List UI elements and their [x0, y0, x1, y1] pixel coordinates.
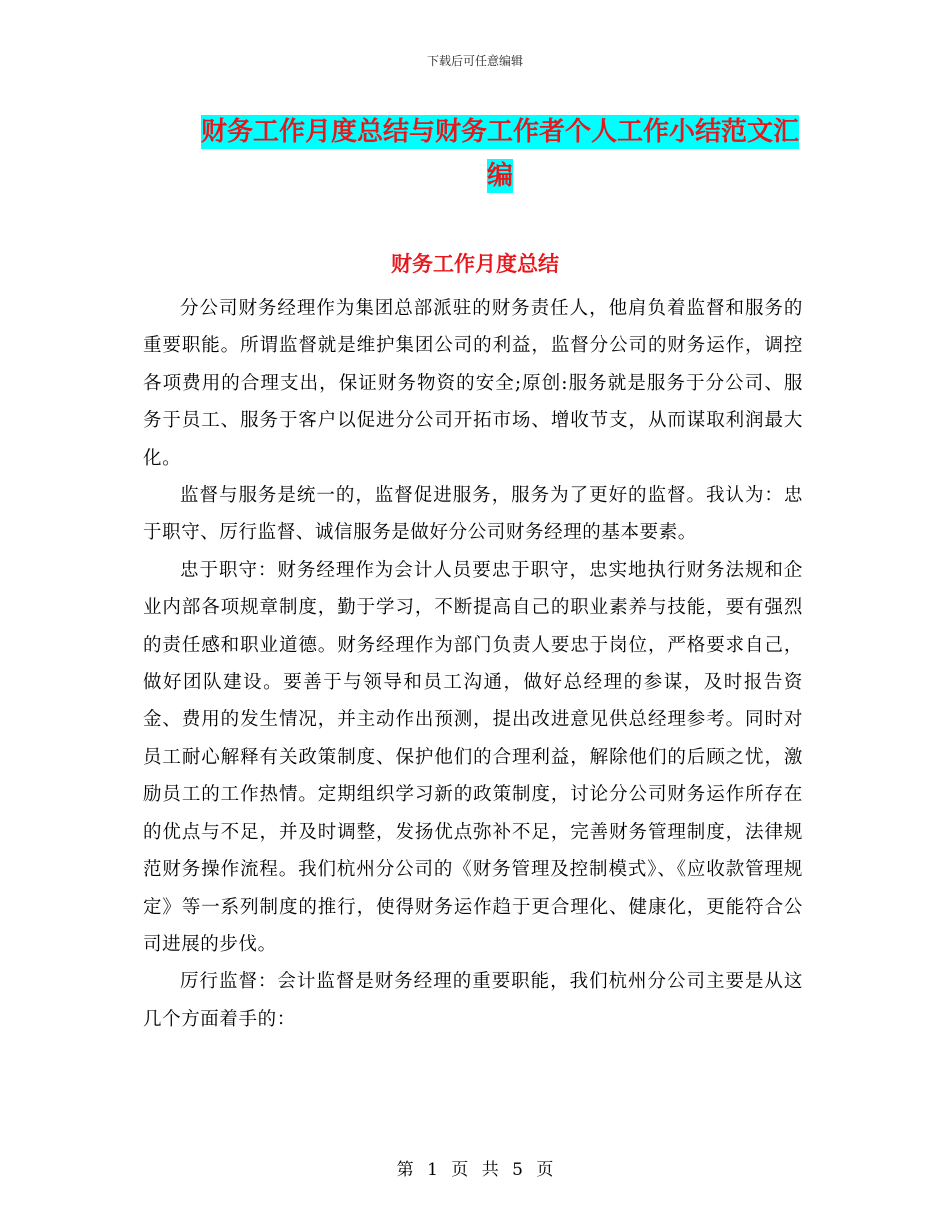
page-total: 5: [512, 1160, 523, 1180]
page-footer: [0, 1155, 950, 1180]
page-label-suffix: 页: [536, 1160, 554, 1180]
page-label-mid: 页: [451, 1160, 469, 1180]
document-title: [195, 110, 805, 198]
document-title-text: 财务工作月度总结与财务工作者个人工作小结范文汇编: [200, 117, 799, 191]
header-note: 下载后可任意编辑: [426, 54, 523, 68]
page-label-prefix: 第: [396, 1160, 414, 1180]
paragraph: 厉行监督：会计监督是财务经理的重要职能，我们杭州分公司主要是从这几个方面着手的：: [143, 971, 803, 1030]
section-title: 财务工作月度总结: [391, 252, 559, 276]
document-body: [143, 290, 803, 1038]
paragraph: 监督与服务是统一的，监督促进服务，服务为了更好的监督。我认为：忠于职守、厉行监督、诚信服务是做好分公司财务经理的基本要素。: [143, 485, 803, 544]
paragraph: 忠于职守：财务经理作为会计人员要忠于职守，忠实地执行财务法规和企业内部各项规章制度，勤于学习，不断提高自己的职业素养与技能，要有强烈的责任感和职业道德。财务经理作为部门负责人要忠于岗位，严格要求自己，做好团队建设。要善于与领导和员工沟通，做好总经理的参谋，及时报告资金、费用的发生情况，并主动作出预测，提出改进意见供总经理参考。同时对员工耐心解释有关政策制度、保护他们的合理利益，解除他们的后顾之忧，激励员工的工作热情。定期组织学习新的政策制度，讨论分公司财务运作所存在的优点与不足，并及时调整，发扬优点弥补不足，完善财务管理制度，法律规范财务操作流程。我们杭州分公司的《财务管理及控制模式》、《应收款管理规定》等一系列制度的推行，使得财务运作趋于更合理化、健康化，更能符合公司进展的步伐。: [143, 559, 803, 955]
paragraph: 分公司财务经理作为集团总部派驻的财务责任人，他肩负着监督和服务的重要职能。所谓监督就是维护集团公司的利益，监督分公司的财务运作，调控各项费用的合理支出，保证财务物资的安全;原创:服务就是服务于分公司、服务于员工、服务于客户以促进分公司开拓市场、增收节支，从而谋取利润最大化。: [143, 298, 803, 469]
page-label-total-prefix: 共: [481, 1160, 499, 1180]
page-current: 1: [427, 1160, 438, 1180]
